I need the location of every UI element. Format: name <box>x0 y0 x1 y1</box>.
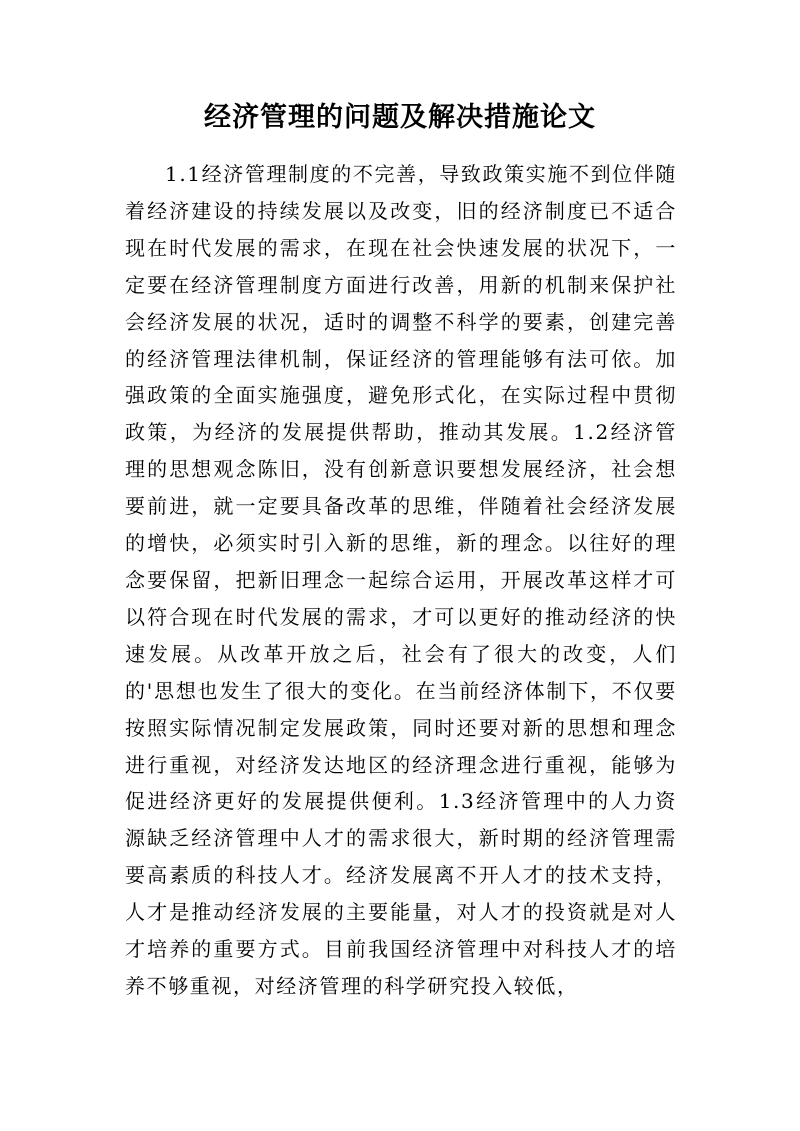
document-title: 经济管理的问题及解决措施论文 <box>204 102 596 133</box>
body-paragraph: 1.1经济管理制度的不完善，导致政策实施不到位伴随着经济建设的持续发展以及改变，旧的经济制度已不适合现在时代发展的需求，在现在社会快速发展的状况下，一定要在经济管理制度方面进行改善，用新的机制来保护社会经济发展的状况，适时的调整不科学的要素，创建完善的经济管理法律机制，保证经济的管理能够有法可依。加强政策的全面实施强度，避免形式化，在实际过程中贯彻政策，为经济的发展提供帮助，推动其发展。1.2经济管理的思想观念陈旧，没有创新意识要想发展经济，社会想要前进，就一定要具备改革的思维，伴随着社会经济发展的增快，必须实时引入新的思维，新的理念。以往好的理念要保留，把新旧理念一起综合运用，开展改革这样才可以符合现在时代发展的需求，才可以更好的推动经济的快速发展。从改革开放之后，社会有了很大的改变，人们的'思想也发生了很大的变化。在当前经济体制下，不仅要按照实际情况制定发展政策，同时还要对新的思想和理念进行重视，对经济发达地区的经济理念进行重视，能够为促进经济更好的发展提供便利。1.3经济管理中的人力资源缺乏经济管理中人才的需求很大，新时期的经济管理需要高素质的科技人才。经济发展离不开人才的技术支持，人才是推动经济发展的主要能量，对人才的投资就是对人才培养的重要方式。目前我国经济管理中对科技人才的培养不够重视，对经济管理的科学研究投入较低， <box>125 162 677 998</box>
